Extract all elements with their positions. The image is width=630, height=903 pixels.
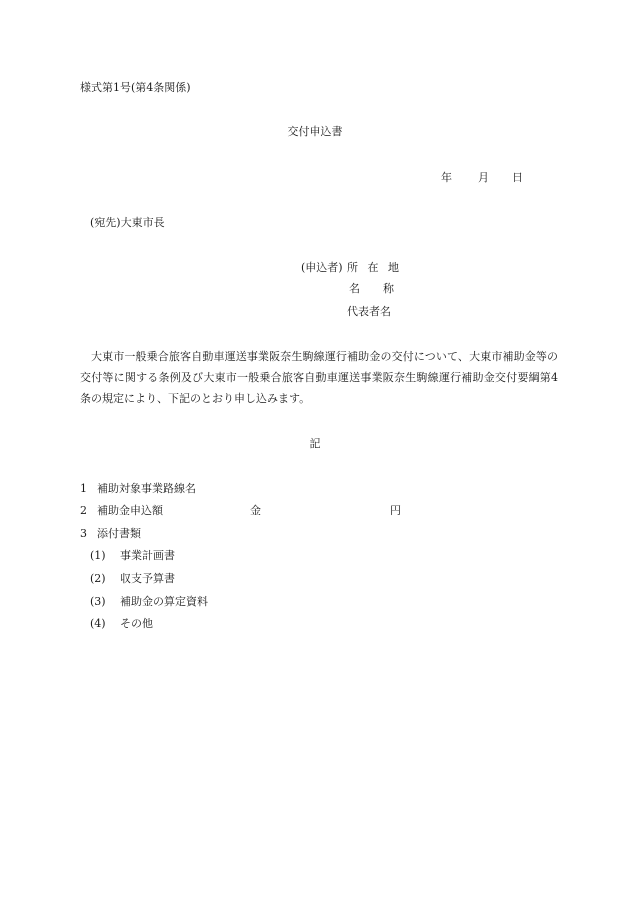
attachment-text: 収支予算書 bbox=[120, 572, 175, 585]
attachment-item bbox=[90, 595, 208, 609]
attachment-number: (2) bbox=[90, 572, 106, 585]
attachment-number: (3) bbox=[90, 595, 106, 608]
attachment-item bbox=[90, 617, 153, 631]
addressee: (宛先)大東市長 bbox=[90, 216, 165, 229]
item-number: 1 bbox=[80, 482, 87, 495]
list-item-route-name bbox=[80, 482, 196, 496]
list-item-attachments bbox=[80, 527, 141, 541]
attachment-text: その他 bbox=[120, 617, 153, 630]
attachment-number: (4) bbox=[90, 617, 106, 630]
date-year-label: 年 bbox=[441, 171, 452, 184]
applicant-address-label: 所 在 地 bbox=[347, 261, 402, 274]
attachment-text: 事業計画書 bbox=[120, 549, 175, 562]
form-number-label: 様式第1号(第4条関係) bbox=[80, 81, 191, 94]
item-text: 添付書類 bbox=[97, 527, 141, 540]
date-month-label: 月 bbox=[478, 171, 489, 184]
document-title: 交付申込書 bbox=[287, 125, 343, 138]
amount-kin-label: 金 bbox=[250, 504, 261, 517]
attachment-item bbox=[90, 572, 175, 586]
applicant-name-label-first: 名 bbox=[349, 282, 360, 295]
applicant-name-label-second: 称 bbox=[383, 282, 394, 295]
amount-en-label: 円 bbox=[390, 504, 401, 517]
item-text: 補助金申込額 bbox=[97, 504, 163, 517]
date-day-label: 日 bbox=[512, 171, 523, 184]
body-paragraph: 大東市一般乗合旅客自動車運送事業阪奈生駒線運行補助金の交付について、大東市補助金等の交付等に関する条例及び大東市一般乗合旅客自動車運送事業阪奈生駒線運行補助金交付要綱第4条の規定により、下記のとおり申し込みます。 bbox=[80, 350, 558, 405]
applicant-representative-label: 代表者名 bbox=[347, 305, 391, 318]
ki-heading: 記 bbox=[309, 437, 321, 450]
attachment-item bbox=[90, 549, 175, 563]
attachment-number: (1) bbox=[90, 549, 106, 562]
applicant-role-label: (申込者) bbox=[301, 261, 343, 274]
item-text: 補助対象事業路線名 bbox=[97, 482, 196, 495]
item-number: 3 bbox=[80, 527, 87, 540]
attachment-text: 補助金の算定資料 bbox=[120, 595, 208, 608]
item-number: 2 bbox=[80, 504, 87, 517]
list-item-amount bbox=[80, 504, 163, 518]
